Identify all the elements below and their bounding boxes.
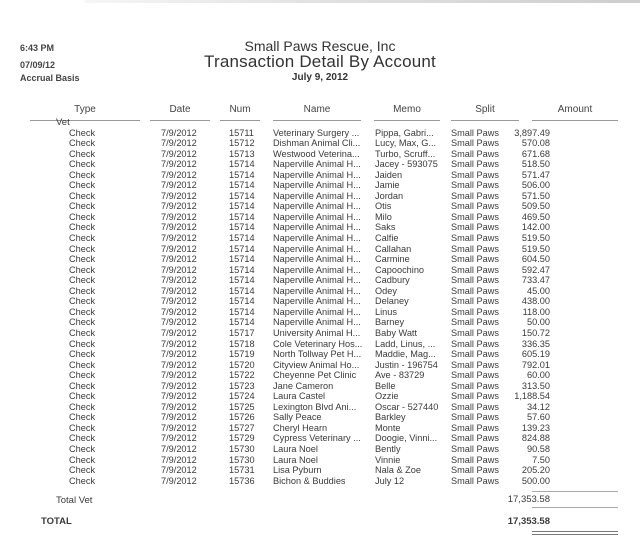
cell-amount: 118.00 [522, 306, 550, 317]
cell-split: Small Paws [451, 370, 499, 381]
cell-memo: Turbo, Scruff... [375, 148, 436, 159]
cell-memo: Bently [375, 444, 401, 454]
cell-type: Check [69, 401, 96, 412]
table-row [0, 328, 640, 338]
cell-name: Naperville Animal H... [273, 285, 361, 296]
cell-type: Check [69, 306, 96, 317]
cell-num: 15714 [229, 254, 255, 265]
cell-num: 15714 [229, 211, 255, 222]
table-row [0, 402, 640, 412]
cell-name: Veterinary Surgery ... [273, 127, 360, 138]
cell-memo: Pippa, Gabri... [375, 127, 434, 138]
column-header-type: Type [30, 104, 140, 115]
total-vet-amount: 17,353.58 [507, 494, 550, 505]
cell-memo: Capoochino [375, 264, 425, 275]
cell-num: 15722 [229, 370, 255, 381]
cell-memo: Lucy, Max, G... [375, 138, 437, 149]
cell-num: 15720 [229, 359, 255, 370]
cell-memo: Saks [375, 222, 396, 233]
cell-amount: 604.50 [521, 254, 550, 265]
cell-date: 7/9/2012 [161, 380, 197, 391]
cell-num: 15714 [229, 201, 255, 212]
cell-split: Small Paws [451, 285, 499, 296]
cell-memo: Cadbury [375, 275, 410, 286]
cell-memo: Milo [375, 211, 392, 222]
cell-amount: 90.58 [527, 444, 550, 454]
cell-split: Small Paws [451, 233, 499, 243]
cell-amount: 142.00 [521, 222, 550, 233]
cell-memo: Calfie [375, 233, 399, 243]
cell-name: Jane Cameron [273, 380, 334, 391]
scan-edge-shadow [85, 0, 640, 3]
cell-amount: 150.72 [521, 327, 550, 338]
cell-memo: Baby Watt [375, 327, 418, 338]
cell-type: Check [69, 349, 96, 360]
cell-type: Check [69, 338, 96, 349]
cell-type: Check [69, 391, 96, 402]
table-row [0, 444, 640, 454]
cell-num: 15714 [229, 317, 255, 328]
total-vet-label: Total Vet [56, 495, 93, 506]
table-row [0, 128, 640, 138]
table-row [0, 244, 640, 254]
grand-total-double-rule [532, 531, 618, 535]
cell-num: 15730 [229, 454, 255, 465]
cell-split: Small Paws [451, 401, 499, 412]
cell-split: Small Paws [451, 148, 499, 159]
cell-type: Check [69, 412, 96, 423]
cell-num: 15724 [229, 391, 255, 402]
cell-type: Check [69, 433, 96, 444]
table-row [0, 180, 640, 190]
cell-name: Cheyenne Pet Clinic [273, 370, 357, 381]
cell-amount: 518.50 [521, 159, 550, 170]
cell-date: 7/9/2012 [161, 401, 197, 412]
cell-amount: 733.47 [521, 275, 550, 286]
cell-name: University Animal H... [273, 327, 361, 338]
cell-date: 7/9/2012 [161, 475, 197, 486]
cell-split: Small Paws [451, 159, 499, 170]
company-name: Small Paws Rescue, Inc [244, 38, 396, 54]
cell-split: Small Paws [451, 243, 499, 254]
cell-date: 7/9/2012 [161, 317, 197, 328]
cell-type: Check [69, 159, 96, 170]
cell-num: 15731 [229, 465, 255, 476]
cell-num: 15712 [229, 138, 255, 149]
cell-amount: 57.60 [527, 412, 550, 423]
column-header-num: Num [220, 104, 260, 115]
cell-split: Small Paws [451, 306, 499, 317]
table-row [0, 455, 640, 465]
cell-date: 7/9/2012 [161, 127, 197, 138]
cell-name: Naperville Animal H... [273, 254, 361, 265]
cell-memo: Jamie [375, 180, 400, 191]
cell-num: 15717 [229, 327, 255, 338]
cell-type: Check [69, 201, 96, 212]
cell-date: 7/9/2012 [161, 444, 197, 454]
table-row [0, 265, 640, 275]
cell-memo: Doogie, Vinni... [375, 433, 438, 444]
table-row [0, 275, 640, 285]
cell-num: 15726 [229, 412, 255, 423]
cell-date: 7/9/2012 [161, 454, 197, 465]
cell-name: Naperville Animal H... [273, 190, 361, 201]
cell-date: 7/9/2012 [161, 349, 197, 360]
cell-num: 15714 [229, 169, 255, 180]
cell-memo: Jaiden [375, 169, 403, 180]
cell-amount: 50.00 [527, 317, 550, 328]
cell-num: 15727 [229, 422, 255, 433]
cell-type: Check [69, 454, 96, 465]
total-rule [532, 507, 618, 508]
cell-memo: Maddie, Mag... [375, 349, 436, 360]
cell-date: 7/9/2012 [161, 391, 197, 402]
cell-memo: Odey [375, 285, 397, 296]
cell-memo: Callahan [375, 243, 412, 254]
cell-split: Small Paws [451, 296, 499, 307]
cell-amount: 506.00 [521, 180, 550, 191]
cell-num: 15714 [229, 159, 255, 170]
cell-amount: 60.00 [527, 370, 550, 381]
table-row [0, 349, 640, 359]
account-group-label: Vet [56, 117, 70, 128]
cell-memo: Delaney [375, 296, 409, 307]
cell-name: Naperville Animal H... [273, 222, 361, 233]
cell-amount: 205.20 [521, 465, 550, 476]
cell-amount: 824.88 [521, 433, 550, 444]
cell-type: Check [69, 243, 96, 254]
cell-split: Small Paws [451, 180, 499, 191]
cell-name: Naperville Animal H... [273, 264, 361, 275]
cell-amount: 34.12 [527, 401, 550, 412]
cell-type: Check [69, 127, 96, 138]
cell-date: 7/9/2012 [161, 211, 197, 222]
cell-name: Naperville Animal H... [273, 159, 361, 170]
cell-split: Small Paws [451, 127, 499, 138]
cell-amount: 7.50 [532, 454, 550, 465]
table-row [0, 286, 640, 296]
cell-date: 7/9/2012 [161, 296, 197, 307]
cell-date: 7/9/2012 [161, 370, 197, 381]
cell-memo: Belle [375, 380, 396, 391]
cell-split: Small Paws [451, 190, 499, 201]
cell-type: Check [69, 475, 96, 486]
cell-num: 15714 [229, 233, 255, 243]
cell-type: Check [69, 327, 96, 338]
table-row [0, 138, 640, 148]
cell-split: Small Paws [451, 211, 499, 222]
cell-split: Small Paws [451, 380, 499, 391]
table-row [0, 370, 640, 380]
cell-date: 7/9/2012 [161, 148, 197, 159]
cell-name: Naperville Animal H... [273, 317, 361, 328]
cell-date: 7/9/2012 [161, 138, 197, 149]
cell-split: Small Paws [451, 359, 499, 370]
cell-memo: Oscar - 527440 [375, 401, 439, 412]
table-row [0, 222, 640, 232]
cell-name: Sally Peace [273, 412, 322, 423]
cell-split: Small Paws [451, 349, 499, 360]
cell-amount: 3,897.49 [514, 127, 550, 138]
cell-memo: Linus [375, 306, 397, 317]
cell-date: 7/9/2012 [161, 422, 197, 433]
cell-amount: 139.23 [521, 422, 550, 433]
cell-name: Naperville Animal H... [273, 169, 361, 180]
cell-split: Small Paws [451, 422, 499, 433]
cell-amount: 592.47 [521, 264, 550, 275]
cell-memo: Barney [375, 317, 405, 328]
table-row [0, 159, 640, 169]
cell-split: Small Paws [451, 338, 499, 349]
cell-type: Check [69, 211, 96, 222]
cell-num: 15713 [229, 148, 255, 159]
cell-amount: 469.50 [521, 211, 550, 222]
cell-date: 7/9/2012 [161, 359, 197, 370]
table-row [0, 339, 640, 349]
cell-date: 7/9/2012 [161, 306, 197, 317]
cell-date: 7/9/2012 [161, 233, 197, 243]
cell-split: Small Paws [451, 317, 499, 328]
cell-amount: 500.00 [521, 475, 550, 486]
cell-split: Small Paws [451, 222, 499, 233]
cell-split: Small Paws [451, 454, 499, 465]
report-date: 07/09/12 [20, 60, 56, 70]
cell-split: Small Paws [451, 264, 499, 275]
cell-name: Cypress Veterinary ... [273, 433, 361, 444]
cell-type: Check [69, 169, 96, 180]
cell-type: Check [69, 275, 96, 286]
cell-name: Laura Castel [273, 391, 326, 402]
cell-type: Check [69, 254, 96, 265]
cell-date: 7/9/2012 [161, 254, 197, 265]
cell-type: Check [69, 180, 96, 191]
cell-amount: 336.35 [521, 338, 550, 349]
cell-num: 15714 [229, 306, 255, 317]
table-row [0, 465, 640, 475]
cell-num: 15714 [229, 264, 255, 275]
cell-date: 7/9/2012 [161, 264, 197, 275]
cell-split: Small Paws [451, 433, 499, 444]
cell-type: Check [69, 233, 96, 243]
cell-memo: Ladd, Linus, ... [375, 338, 436, 349]
cell-date: 7/9/2012 [161, 201, 197, 212]
cell-name: Dishman Animal Cli... [273, 138, 361, 149]
cell-name: Lisa Pyburn [273, 465, 322, 476]
cell-name: Naperville Animal H... [273, 275, 361, 286]
cell-num: 15723 [229, 380, 255, 391]
cell-amount: 519.50 [521, 243, 550, 254]
cell-name: Westwood Veterina... [273, 148, 360, 159]
table-row [0, 307, 640, 317]
cell-amount: 509.50 [521, 201, 550, 212]
cell-memo: Justin - 196754 [375, 359, 438, 370]
cell-memo: Jordan [375, 190, 404, 201]
cell-date: 7/9/2012 [161, 275, 197, 286]
table-row [0, 212, 640, 222]
cell-num: 15725 [229, 401, 255, 412]
table-row [0, 170, 640, 180]
cell-memo: Carmine [375, 254, 410, 265]
cell-name: Laura Noel [273, 454, 318, 465]
cell-name: Cole Veterinary Hos... [273, 338, 363, 349]
cell-date: 7/9/2012 [161, 222, 197, 233]
table-row [0, 476, 640, 486]
cell-type: Check [69, 422, 96, 433]
cell-amount: 438.00 [521, 296, 550, 307]
subtotal-rule [532, 491, 618, 492]
cell-split: Small Paws [451, 138, 499, 149]
column-header-name: Name [273, 104, 361, 115]
cell-split: Small Paws [451, 327, 499, 338]
cell-type: Check [69, 359, 96, 370]
cell-date: 7/9/2012 [161, 412, 197, 423]
cell-name: Naperville Animal H... [273, 296, 361, 307]
cell-date: 7/9/2012 [161, 169, 197, 180]
cell-split: Small Paws [451, 275, 499, 286]
cell-amount: 1,188.54 [514, 391, 550, 402]
cell-date: 7/9/2012 [161, 433, 197, 444]
cell-name: Naperville Animal H... [273, 243, 361, 254]
cell-date: 7/9/2012 [161, 180, 197, 191]
cell-num: 15719 [229, 349, 255, 360]
table-row [0, 191, 640, 201]
cell-num: 15714 [229, 296, 255, 307]
table-row [0, 381, 640, 391]
table-row [0, 233, 640, 243]
report-time: 6:43 PM [20, 43, 55, 53]
column-header-amount: Amount [532, 104, 618, 115]
cell-memo: Ave - 83729 [375, 370, 425, 381]
cell-split: Small Paws [451, 391, 499, 402]
cell-type: Check [69, 285, 96, 296]
cell-type: Check [69, 317, 96, 328]
cell-type: Check [69, 465, 96, 476]
cell-date: 7/9/2012 [161, 338, 197, 349]
cell-type: Check [69, 190, 96, 201]
cell-num: 15730 [229, 444, 255, 454]
cell-amount: 671.68 [521, 148, 550, 159]
cell-split: Small Paws [451, 444, 499, 454]
cell-memo: Jacey - 593075 [375, 159, 438, 170]
table-row [0, 296, 640, 306]
cell-num: 15714 [229, 180, 255, 191]
cell-amount: 519.50 [521, 233, 550, 243]
cell-name: Naperville Animal H... [273, 201, 361, 212]
cell-name: Naperville Animal H... [273, 211, 361, 222]
grand-total-amount: 17,353.58 [507, 516, 550, 527]
report-title: Transaction Detail By Account [204, 52, 436, 71]
table-row [0, 360, 640, 370]
table-row [0, 433, 640, 443]
cell-amount: 605.19 [521, 349, 550, 360]
cell-date: 7/9/2012 [161, 159, 197, 170]
cell-type: Check [69, 264, 96, 275]
table-row [0, 149, 640, 159]
cell-amount: 313.50 [521, 380, 550, 391]
cell-type: Check [69, 138, 96, 149]
cell-num: 15714 [229, 285, 255, 296]
cell-type: Check [69, 148, 96, 159]
grand-total-label: TOTAL [41, 516, 72, 527]
table-row [0, 423, 640, 433]
cell-num: 15736 [229, 475, 255, 486]
cell-name: Lexington Blvd Ani... [273, 401, 357, 412]
cell-date: 7/9/2012 [161, 243, 197, 254]
cell-split: Small Paws [451, 201, 499, 212]
cell-num: 15714 [229, 243, 255, 254]
column-header-memo: Memo [374, 104, 440, 115]
cell-date: 7/9/2012 [161, 465, 197, 476]
cell-name: Cheryl Hearn [273, 422, 328, 433]
cell-name: Cityview Animal Ho... [273, 359, 360, 370]
cell-type: Check [69, 222, 96, 233]
cell-type: Check [69, 380, 96, 391]
cell-name: North Tollway Pet H... [273, 349, 362, 360]
cell-split: Small Paws [451, 254, 499, 265]
table-row [0, 317, 640, 327]
cell-memo: Otis [375, 201, 392, 212]
cell-date: 7/9/2012 [161, 327, 197, 338]
table-row [0, 254, 640, 264]
report-period: July 9, 2012 [291, 72, 349, 83]
cell-memo: July 12 [375, 475, 405, 486]
cell-type: Check [69, 296, 96, 307]
table-row [0, 412, 640, 422]
cell-split: Small Paws [451, 475, 499, 486]
cell-num: 15714 [229, 222, 255, 233]
cell-name: Naperville Animal H... [273, 233, 361, 243]
cell-memo: Nala & Zoe [375, 465, 421, 476]
cell-split: Small Paws [451, 465, 499, 476]
table-row [0, 201, 640, 211]
cell-amount: 571.47 [521, 169, 550, 180]
cell-split: Small Paws [451, 412, 499, 423]
cell-num: 15718 [229, 338, 255, 349]
cell-num: 15729 [229, 433, 255, 444]
cell-memo: Monte [375, 422, 401, 433]
cell-date: 7/9/2012 [161, 285, 197, 296]
cell-num: 15711 [229, 127, 254, 138]
cell-num: 15714 [229, 190, 255, 201]
table-row [0, 391, 640, 401]
cell-amount: 792.01 [521, 359, 550, 370]
column-header-date: Date [150, 104, 210, 115]
cell-name: Naperville Animal H... [273, 180, 361, 191]
cell-memo: Ozzie [375, 391, 399, 402]
cell-memo: Vinnie [375, 454, 401, 465]
cell-num: 15714 [229, 275, 255, 286]
report-basis: Accrual Basis [20, 73, 80, 83]
cell-type: Check [69, 444, 96, 454]
cell-name: Laura Noel [273, 444, 318, 454]
cell-amount: 570.08 [521, 138, 550, 149]
cell-name: Bichon & Buddies [273, 475, 346, 486]
cell-name: Naperville Animal H... [273, 306, 361, 317]
cell-amount: 45.00 [527, 285, 550, 296]
cell-date: 7/9/2012 [161, 190, 197, 201]
cell-amount: 571.50 [521, 190, 550, 201]
cell-memo: Barkley [375, 412, 406, 423]
cell-split: Small Paws [451, 169, 499, 180]
column-header-split: Split [451, 104, 519, 115]
cell-type: Check [69, 370, 96, 381]
